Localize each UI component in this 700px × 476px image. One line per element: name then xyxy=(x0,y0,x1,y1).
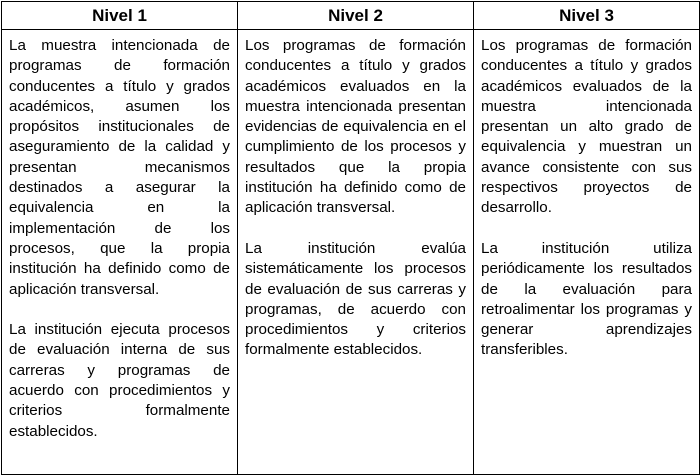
header-nivel-1: Nivel 1 xyxy=(2,2,238,30)
nivel-1-paragraph-1: La muestra intencionada de programas de formación conducentes a título y grados académicos, asumen los propósitos institucionales de aseguramiento de la calidad y presentan mecanismos destinados a asegurar la equivalencia en la implementación de los procesos, que la propia institución ha definido como de aplicación transversal. xyxy=(9,37,230,298)
header-row xyxy=(2,2,700,30)
nivel-2-paragraph-1: Los programas de formación conducentes a título y grados académicos evaluados en la muestra intencionada presentan evidencias de equivalencia en el cumplimiento de los procesos y resultados que la propia institución ha definido como de aplicación transversal. xyxy=(245,37,466,217)
cell-nivel-2 xyxy=(238,30,474,475)
nivel-3-paragraph-2: La institución utiliza periódicamente los resultados de la evaluación para retroalimentar los programas y generar aprendizajes transferibles. xyxy=(481,239,692,359)
header-nivel-3: Nivel 3 xyxy=(474,2,700,30)
content-row xyxy=(2,30,700,475)
nivel-3-paragraph-1: Los programas de formación conducentes a título y grados académicos evaluados de la muestra intencionada presentan un alto grado de equivalencia y muestran un avance consistente con sus respectivos proyectos de desarrollo. xyxy=(481,37,692,217)
levels-table xyxy=(1,1,700,475)
cell-nivel-1 xyxy=(2,30,238,475)
nivel-2-paragraph-2: La institución evalúa sistemáticamente los procesos de evaluación de sus carreras y programas, de acuerdo con procedimientos y criterios formalmente establecidos. xyxy=(245,239,466,359)
header-nivel-2: Nivel 2 xyxy=(238,2,474,30)
cell-nivel-3 xyxy=(474,30,700,475)
nivel-1-paragraph-2: La institución ejecuta procesos de evaluación interna de sus carreras y programas de acuerdo con procedimientos y criterios formalmente establecidos. xyxy=(9,321,230,440)
